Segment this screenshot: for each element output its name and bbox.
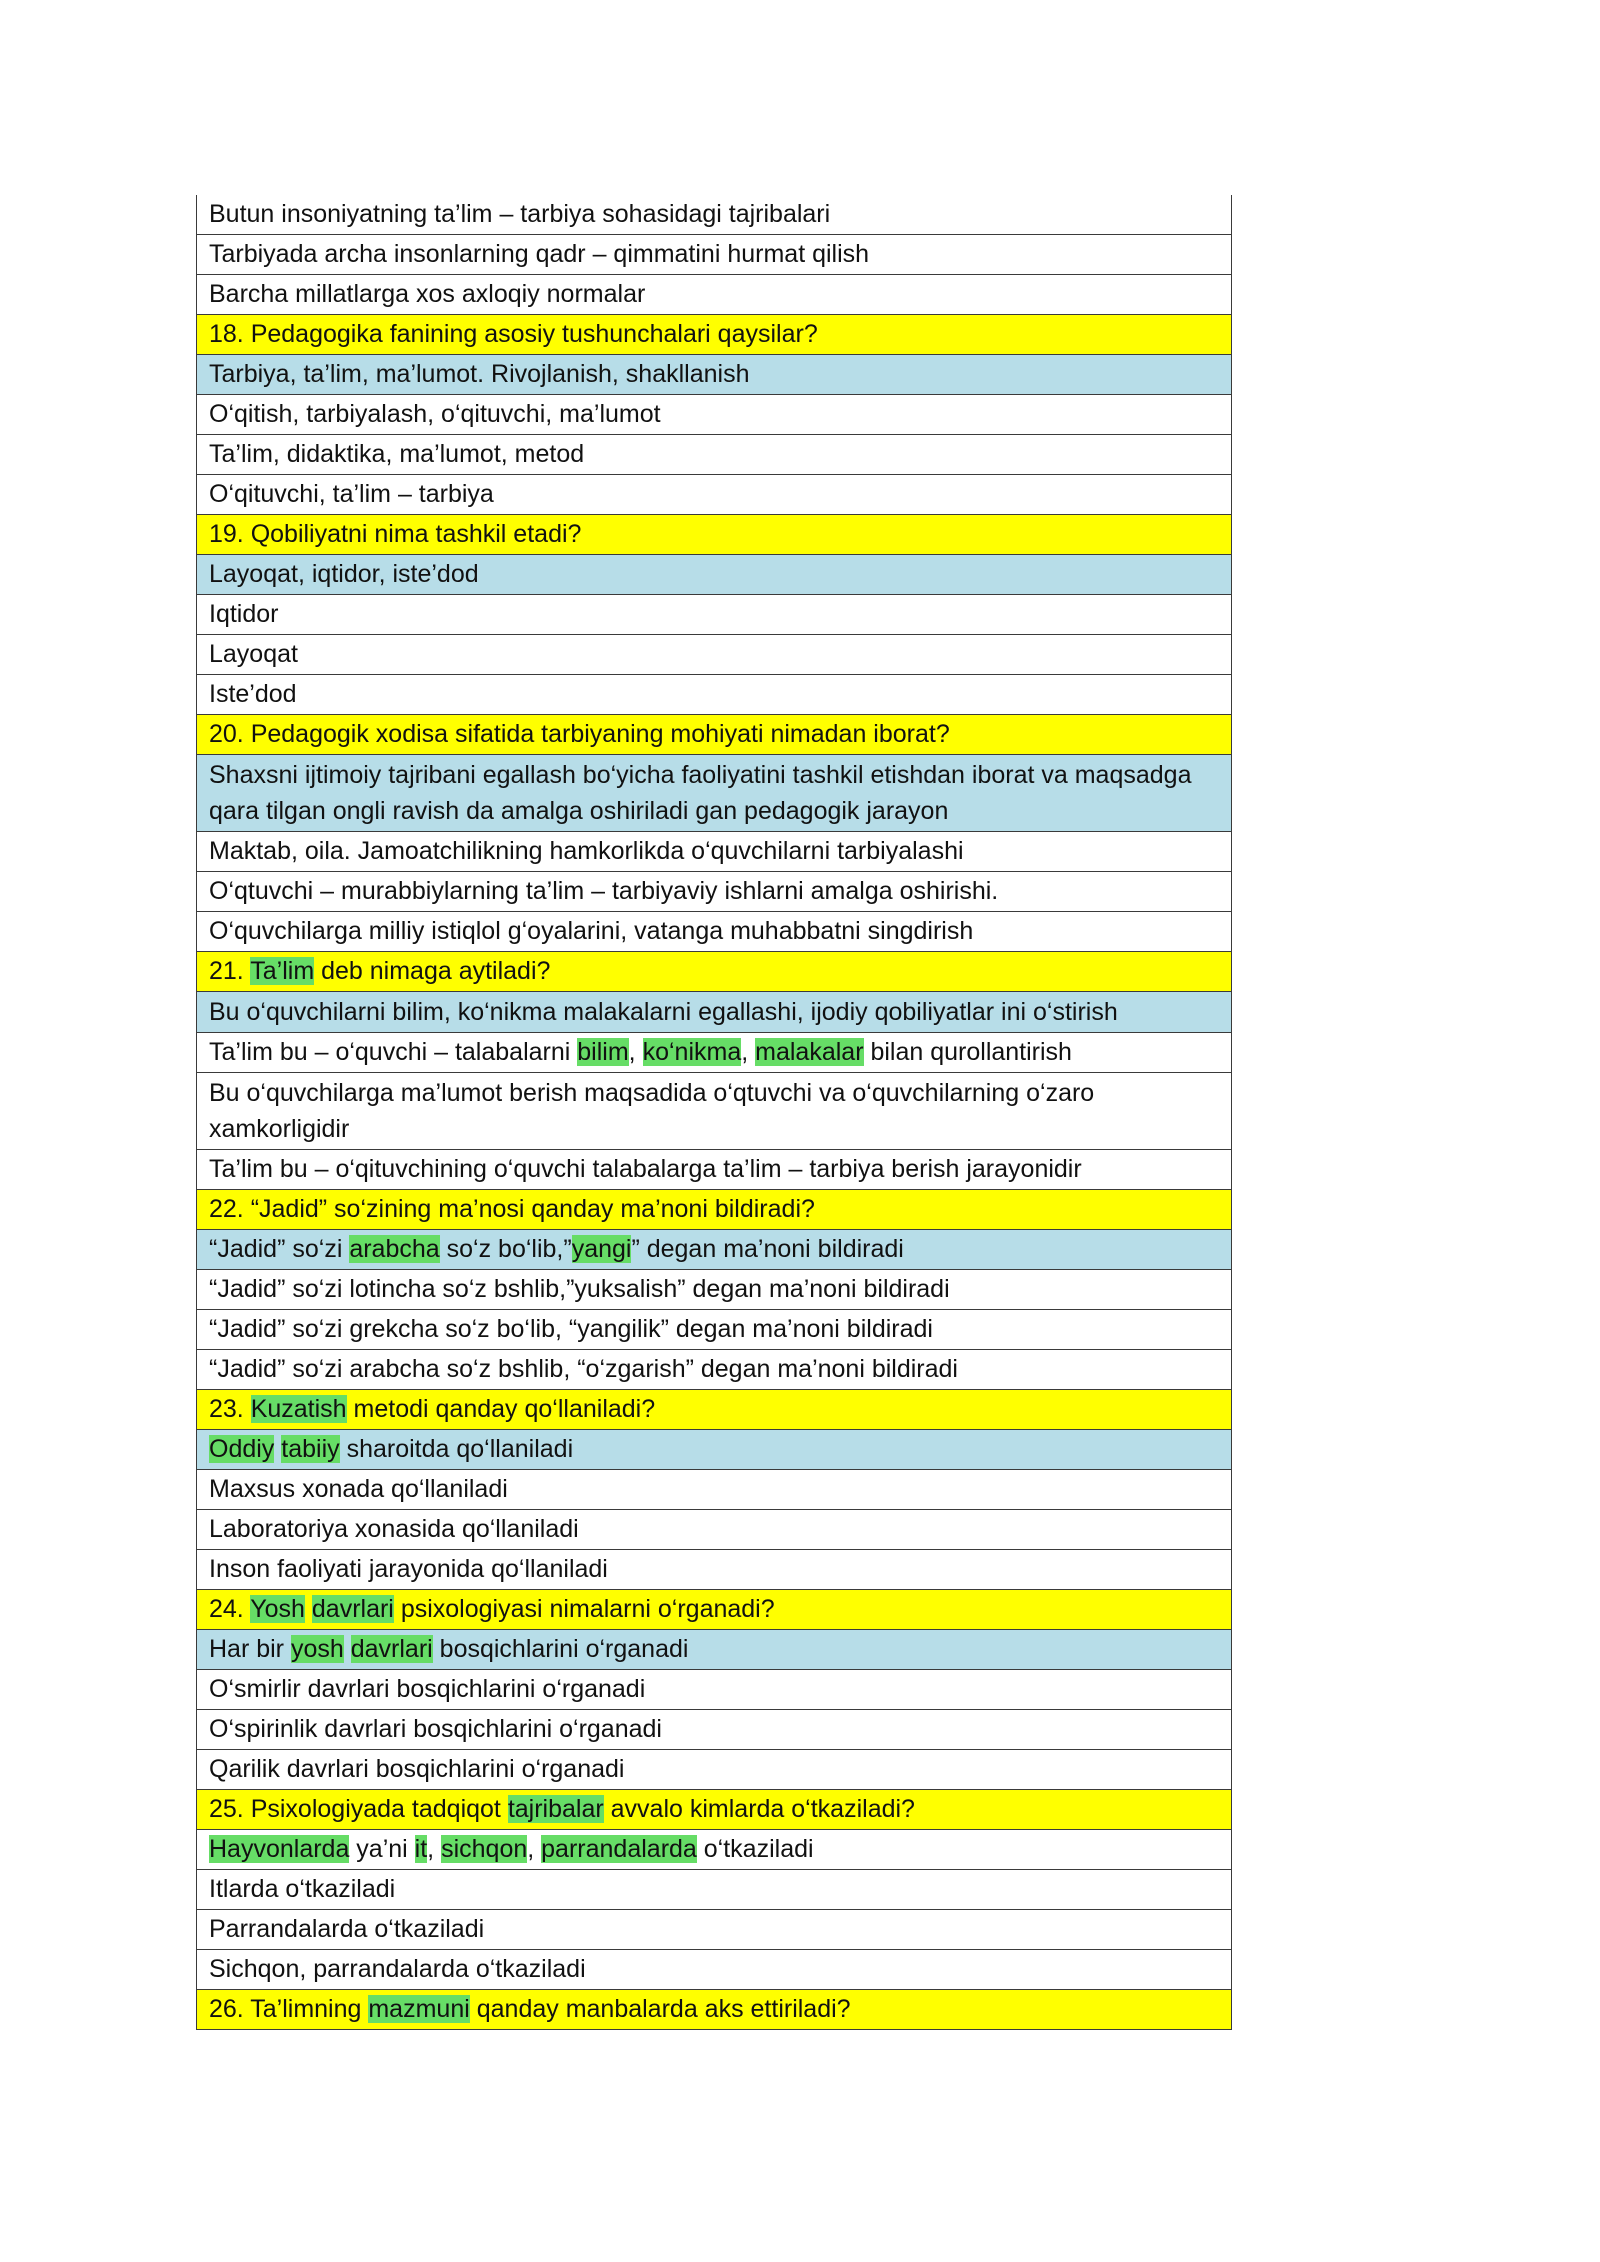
cell-text: Bu o‘quvchilarga ma’lumot berish maqsadida o‘qtuvchi va o‘quvchilarning o‘zaro xamkorligidir [209,1079,1095,1143]
option-row [197,235,1232,275]
table-cell [197,1910,1232,1950]
cell-text: qanday manbalarda aks ettiriladi? [469,1995,851,2023]
cell-text: Butun insoniyatning ta’lim – tarbiya sohasidagi tajribalari [209,200,831,228]
correct-answer-row [197,992,1232,1033]
cell-text: avvalo kimlarda o‘tkaziladi? [603,1795,915,1823]
highlighted-text: Ta’lim [250,957,315,985]
cell-text [344,1635,351,1663]
cell-text: Har bir [209,1635,291,1663]
highlighted-text: it [414,1835,428,1863]
table-cell [197,1470,1232,1510]
table-cell [197,1510,1232,1550]
correct-answer-row [197,555,1232,595]
table-cell [197,555,1232,595]
highlighted-text: sichqon [441,1835,528,1863]
highlighted-text: mazmuni [368,1995,470,2023]
question-row [197,515,1232,555]
cell-text: Maxsus xonada qo‘llaniladi [209,1475,508,1503]
option-row [197,675,1232,715]
cell-text: Ta’lim bu – o‘qituvchining o‘quvchi talabalarga ta’lim – tarbiya berish jarayonidir [209,1155,1082,1183]
highlighted-text: tabiiy [281,1435,340,1463]
option-row [197,1150,1232,1190]
option-row [197,1073,1232,1150]
option-row [197,1750,1232,1790]
cell-text: Ta’lim bu – o‘quvchi – talabalarni [209,1038,578,1066]
cell-text: O‘spirinlik davrlari bosqichlarini o‘rganadi [209,1715,662,1743]
option-row [197,275,1232,315]
highlighted-text: arabcha [349,1235,440,1263]
table-cell [197,1350,1232,1390]
cell-text: Iste’dod [209,680,297,708]
highlighted-text: Yosh [250,1595,305,1623]
cell-text: Itlarda o‘tkaziladi [209,1875,396,1903]
cell-text: Sichqon, parrandalarda o‘tkaziladi [209,1955,586,1983]
option-row [197,1870,1232,1910]
cell-text: Parrandalarda o‘tkaziladi [209,1915,485,1943]
cell-text: Layoqat [209,640,298,668]
option-row [197,1270,1232,1310]
option-row [197,1550,1232,1590]
cell-text: so‘z bo‘lib,” [439,1235,572,1263]
cell-text: O‘quvchilarga milliy istiqlol g‘oyalarini, vatanga muhabbatni singdirish [209,917,974,945]
table-cell [197,1630,1232,1670]
cell-text: , [741,1038,756,1066]
cell-text: metodi qanday qo‘llaniladi? [346,1395,656,1423]
cell-text: Tarbiya, ta’lim, ma’lumot. Rivojlanish, shakllanish [209,360,750,388]
option-row [197,1710,1232,1750]
option-row [197,1670,1232,1710]
cell-text: sharoitda qo‘llaniladi [339,1435,574,1463]
option-row [197,395,1232,435]
cell-text: O‘smirlir davrlari bosqichlarini o‘rganadi [209,1675,646,1703]
table-cell [197,1230,1232,1270]
table-cell [197,715,1232,755]
cell-text: 24. [209,1595,251,1623]
correct-answer-row [197,355,1232,395]
table-cell [197,1790,1232,1830]
correct-answer-row [197,755,1232,832]
cell-text: bosqichlarini o‘rganadi [432,1635,689,1663]
question-row [197,952,1232,992]
option-row [197,1910,1232,1950]
option-row [197,1350,1232,1390]
quiz-table-body [197,195,1232,2030]
question-row [197,715,1232,755]
highlighted-text: ko‘nikma [642,1038,742,1066]
highlighted-text: bilim [577,1038,629,1066]
cell-text: ” degan ma’noni bildiradi [631,1235,904,1263]
table-cell [197,1750,1232,1790]
correct-answer-row [197,1630,1232,1670]
document-page [196,195,1232,2030]
highlighted-text: Hayvonlarda [209,1835,350,1863]
cell-text: ya’ni [349,1835,415,1863]
table-cell [197,1310,1232,1350]
highlighted-text: Oddiy [209,1435,275,1463]
table-cell [197,912,1232,952]
cell-text: psixologiyasi nimalarni o‘rganadi? [393,1595,775,1623]
option-row [197,1310,1232,1350]
option-row [197,912,1232,952]
cell-text: 21. [209,957,251,985]
cell-text: “Jadid” so‘zi arabcha so‘z bshlib, “o‘zgarish” degan ma’noni bildiradi [209,1355,958,1383]
cell-text: Layoqat, iqtidor, iste’dod [209,560,479,588]
table-cell [197,1830,1232,1870]
cell-text: , [628,1038,643,1066]
cell-text: , [527,1835,542,1863]
table-cell [197,195,1232,235]
option-row [197,872,1232,912]
table-cell [197,832,1232,872]
cell-text: o‘tkaziladi [696,1835,814,1863]
option-row [197,475,1232,515]
highlighted-text: tajribalar [507,1795,604,1823]
question-row [197,1390,1232,1430]
highlighted-text: davrlari [350,1635,433,1663]
table-cell [197,675,1232,715]
option-row [197,195,1232,235]
cell-text: Inson faoliyati jarayonida qo‘llaniladi [209,1555,608,1583]
table-cell [197,475,1232,515]
question-row [197,1190,1232,1230]
table-cell [197,1033,1232,1073]
table-cell [197,1670,1232,1710]
table-cell [197,435,1232,475]
cell-text: “Jadid” so‘zi [209,1235,350,1263]
cell-text: 19. Qobiliyatni nima tashkil etadi? [209,520,582,548]
cell-text: 23. [209,1395,251,1423]
table-cell [197,395,1232,435]
highlighted-text: yosh [290,1635,344,1663]
cell-text: Bu o‘quvchilarni bilim, ko‘nikma malakalarni egallashi, ijodiy qobiliyatlar ini o‘stirish [209,998,1118,1026]
question-row [197,1990,1232,2030]
cell-text: 22. “Jadid” so‘zining ma’nosi qanday ma’noni bildiradi? [209,1195,815,1223]
option-row [197,1830,1232,1870]
table-cell [197,952,1232,992]
cell-text: O‘qtuvchi – murabbiylarning ta’lim – tarbiyaviy ishlarni amalga oshirishi. [209,877,999,905]
cell-text: Qarilik davrlari bosqichlarini o‘rganadi [209,1755,625,1783]
table-cell [197,755,1232,832]
cell-text: Tarbiyada archa insonlarning qadr – qimmatini hurmat qilish [209,240,870,268]
cell-text: , [427,1835,442,1863]
cell-text: 20. Pedagogik xodisa sifatida tarbiyaning mohiyati nimadan iborat? [209,720,950,748]
option-row [197,435,1232,475]
option-row [197,1950,1232,1990]
option-row [197,1510,1232,1550]
cell-text: “Jadid” so‘zi lotincha so‘z bshlib,”yuksalish” degan ma’noni bildiradi [209,1275,950,1303]
option-row [197,635,1232,675]
cell-text: Iqtidor [209,600,279,628]
table-cell [197,1990,1232,2030]
cell-text: “Jadid” so‘zi grekcha so‘z bo‘lib, “yangilik” degan ma’noni bildiradi [209,1315,933,1343]
table-cell [197,275,1232,315]
correct-answer-row [197,1430,1232,1470]
table-cell [197,872,1232,912]
cell-text: O‘qitish, tarbiyalash, o‘qituvchi, ma’lumot [209,400,661,428]
table-cell [197,1950,1232,1990]
table-cell [197,1710,1232,1750]
table-cell [197,1590,1232,1630]
table-cell [197,1430,1232,1470]
option-row [197,595,1232,635]
correct-answer-row [197,1230,1232,1270]
table-cell [197,355,1232,395]
table-cell [197,1073,1232,1150]
cell-text [305,1595,312,1623]
option-row [197,1470,1232,1510]
option-row [197,1033,1232,1073]
question-row [197,315,1232,355]
highlighted-text: yangi [571,1235,632,1263]
table-cell [197,595,1232,635]
table-cell [197,235,1232,275]
cell-text: O‘qituvchi, ta’lim – tarbiya [209,480,494,508]
cell-text: Barcha millatlarga xos axloqiy normalar [209,280,646,308]
highlighted-text: parrandalarda [541,1835,697,1863]
cell-text: deb nimaga aytiladi? [314,957,551,985]
highlighted-text: davrlari [311,1595,394,1623]
option-row [197,832,1232,872]
table-cell [197,515,1232,555]
cell-text: 25. Psixologiyada tadqiqot [209,1795,508,1823]
question-row [197,1790,1232,1830]
table-cell [197,992,1232,1033]
cell-text: bilan qurollantirish [863,1038,1072,1066]
quiz-table [196,195,1232,2030]
question-row [197,1590,1232,1630]
table-cell [197,315,1232,355]
table-cell [197,1270,1232,1310]
table-cell [197,1190,1232,1230]
highlighted-text: Kuzatish [250,1395,347,1423]
table-cell [197,1870,1232,1910]
cell-text: 18. Pedagogika fanining asosiy tushunchalari qaysilar? [209,320,818,348]
cell-text: Laboratoriya xonasida qo‘llaniladi [209,1515,579,1543]
cell-text: Maktab, oila. Jamoatchilikning hamkorlikda o‘quvchilarni tarbiyalashi [209,837,964,865]
table-cell [197,1150,1232,1190]
table-cell [197,1550,1232,1590]
table-cell [197,1390,1232,1430]
cell-text: 26. Ta’limning [209,1995,369,2023]
cell-text: Ta’lim, didaktika, ma’lumot, metod [209,440,585,468]
table-cell [197,635,1232,675]
highlighted-text: malakalar [755,1038,864,1066]
cell-text: Shaxsni ijtimoiy tajribani egallash bo‘yicha faoliyatini tashkil etishdan iborat va maqsadga qara tilgan ongli ravish da amalga oshiriladi gan pedagogik jarayon [209,761,1192,825]
